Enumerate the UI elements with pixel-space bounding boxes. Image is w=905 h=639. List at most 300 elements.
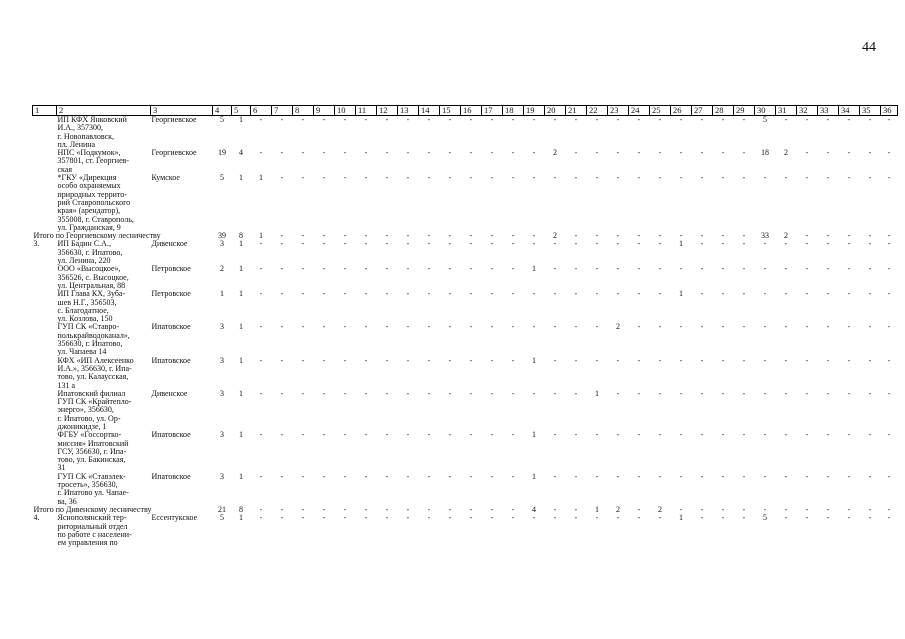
organization-name-line: г. Ипатово ул. Чапае- xyxy=(57,488,129,498)
empty-cell-dash: - xyxy=(616,232,620,241)
empty-cell-dash: - xyxy=(763,174,767,183)
empty-cell-dash: - xyxy=(553,505,557,514)
empty-cell-dash: - xyxy=(721,323,725,332)
district-forestry: Петровское xyxy=(151,290,191,299)
empty-cell-dash: - xyxy=(553,115,557,124)
empty-cell-dash: - xyxy=(805,514,809,523)
empty-cell-dash: - xyxy=(700,514,704,523)
column-header-6: 6 xyxy=(251,106,272,116)
empty-cell-dash: - xyxy=(847,149,851,158)
empty-cell-dash: - xyxy=(658,265,662,274)
empty-cell-dash: - xyxy=(595,472,599,481)
empty-cell-dash: - xyxy=(385,290,389,299)
empty-cell-dash: - xyxy=(490,232,494,241)
empty-cell-dash: - xyxy=(847,514,851,523)
empty-cell-dash: - xyxy=(847,265,851,274)
district-forestry: Георгиевское xyxy=(151,115,197,124)
empty-cell-dash: - xyxy=(427,290,431,299)
empty-cell-dash: - xyxy=(469,472,473,481)
empty-cell-dash: - xyxy=(574,431,578,440)
empty-cell-dash: - xyxy=(700,290,704,299)
value-cell: 19 xyxy=(218,149,226,158)
empty-cell-dash: - xyxy=(805,323,809,332)
empty-cell-dash: - xyxy=(826,265,830,274)
empty-cell-dash: - xyxy=(469,174,473,183)
district-forestry: Георгиевское xyxy=(151,149,197,158)
value-cell: 2 xyxy=(658,505,662,514)
empty-cell-dash: - xyxy=(826,232,830,241)
empty-cell-dash: - xyxy=(868,514,872,523)
organization-name-line: тово, ул. Калаусская, xyxy=(57,372,129,382)
empty-cell-dash: - xyxy=(343,514,347,523)
organization-name-line: природных террито- xyxy=(57,189,127,199)
empty-cell-dash: - xyxy=(721,472,725,481)
empty-cell-dash: - xyxy=(784,240,788,249)
column-header-28: 28 xyxy=(713,106,734,116)
empty-cell-dash: - xyxy=(616,514,620,523)
empty-cell-dash: - xyxy=(364,472,368,481)
value-cell: 3 xyxy=(220,389,224,398)
value-cell: 1 xyxy=(679,514,683,523)
value-cell: 2 xyxy=(616,323,620,332)
empty-cell-dash: - xyxy=(469,265,473,274)
total-label: Итого по Георгиевскому лесничеству xyxy=(33,231,161,241)
organization-name-line: ул. Гражданская, 9 xyxy=(57,222,121,232)
empty-cell-dash: - xyxy=(742,149,746,158)
empty-cell-dash: - xyxy=(490,290,494,299)
organization-name-line: ИП Глава КХ, Зуба- xyxy=(57,289,126,299)
value-cell: 1 xyxy=(239,472,243,481)
empty-cell-dash: - xyxy=(532,149,536,158)
column-header-12: 12 xyxy=(377,106,398,116)
empty-cell-dash: - xyxy=(616,174,620,183)
value-cell: 8 xyxy=(239,232,243,241)
empty-cell-dash: - xyxy=(595,431,599,440)
empty-cell-dash: - xyxy=(826,514,830,523)
empty-cell-dash: - xyxy=(469,505,473,514)
empty-cell-dash: - xyxy=(448,323,452,332)
empty-cell-dash: - xyxy=(868,472,872,481)
empty-cell-dash: - xyxy=(784,472,788,481)
empty-cell-dash: - xyxy=(868,389,872,398)
empty-cell-dash: - xyxy=(427,240,431,249)
value-cell: 2 xyxy=(553,232,557,241)
empty-cell-dash: - xyxy=(259,240,263,249)
empty-cell-dash: - xyxy=(280,265,284,274)
organization-name-line: НПС «Подкумок», xyxy=(57,148,121,158)
empty-cell-dash: - xyxy=(259,389,263,398)
empty-cell-dash: - xyxy=(826,431,830,440)
empty-cell-dash: - xyxy=(469,356,473,365)
organization-name-line: риториальный отдел xyxy=(57,521,128,531)
empty-cell-dash: - xyxy=(805,290,809,299)
empty-cell-dash: - xyxy=(280,472,284,481)
row-number xyxy=(33,431,57,472)
empty-cell-dash: - xyxy=(637,505,641,514)
table-row xyxy=(33,323,898,356)
empty-cell-dash: - xyxy=(658,115,662,124)
column-header-17: 17 xyxy=(482,106,503,116)
empty-cell-dash: - xyxy=(490,240,494,249)
empty-cell-dash: - xyxy=(637,174,641,183)
value-cell: 4 xyxy=(239,149,243,158)
empty-cell-dash: - xyxy=(637,240,641,249)
empty-cell-dash: - xyxy=(343,431,347,440)
empty-cell-dash: - xyxy=(322,290,326,299)
column-header-23: 23 xyxy=(608,106,629,116)
empty-cell-dash: - xyxy=(301,472,305,481)
empty-cell-dash: - xyxy=(847,356,851,365)
empty-cell-dash: - xyxy=(763,356,767,365)
empty-cell-dash: - xyxy=(679,174,683,183)
district-forestry: Петровское xyxy=(151,265,191,274)
empty-cell-dash: - xyxy=(385,240,389,249)
organization-name-line: 356526, с. Высоцкое, xyxy=(57,272,129,282)
empty-cell-dash: - xyxy=(385,265,389,274)
empty-cell-dash: - xyxy=(700,232,704,241)
empty-cell-dash: - xyxy=(637,514,641,523)
empty-cell-dash: - xyxy=(448,115,452,124)
column-header-5: 5 xyxy=(232,106,251,116)
column-header-29: 29 xyxy=(734,106,755,116)
empty-cell-dash: - xyxy=(259,514,263,523)
empty-cell-dash: - xyxy=(679,115,683,124)
empty-cell-dash: - xyxy=(805,431,809,440)
empty-cell-dash: - xyxy=(322,240,326,249)
table-row xyxy=(33,357,898,390)
empty-cell-dash: - xyxy=(301,356,305,365)
empty-cell-dash: - xyxy=(595,149,599,158)
empty-cell-dash: - xyxy=(406,356,410,365)
empty-cell-dash: - xyxy=(868,149,872,158)
empty-cell-dash: - xyxy=(259,431,263,440)
empty-cell-dash: - xyxy=(637,115,641,124)
empty-cell-dash: - xyxy=(553,356,557,365)
empty-cell-dash: - xyxy=(511,505,515,514)
empty-cell-dash: - xyxy=(784,514,788,523)
empty-cell-dash: - xyxy=(700,431,704,440)
organization-name xyxy=(57,116,151,150)
empty-cell-dash: - xyxy=(364,323,368,332)
column-header-4: 4 xyxy=(213,106,232,116)
value-cell: 21 xyxy=(218,505,226,514)
empty-cell-dash: - xyxy=(280,356,284,365)
organization-name-line: тово, ул. Бакинская, xyxy=(57,455,126,465)
empty-cell-dash: - xyxy=(658,514,662,523)
empty-cell-dash: - xyxy=(742,323,746,332)
empty-cell-dash: - xyxy=(700,265,704,274)
value-cell: 2 xyxy=(616,505,620,514)
empty-cell-dash: - xyxy=(448,356,452,365)
empty-cell-dash: - xyxy=(679,323,683,332)
empty-cell-dash: - xyxy=(301,149,305,158)
organization-name-line: И.А.», 356630, г. Ипа- xyxy=(57,363,132,373)
empty-cell-dash: - xyxy=(658,149,662,158)
value-cell: 2 xyxy=(784,149,788,158)
empty-cell-dash: - xyxy=(721,356,725,365)
organization-name xyxy=(57,357,151,390)
organization-name-line: по работе с населени- xyxy=(57,529,132,539)
district-forestry: Ипатовское xyxy=(151,431,191,440)
district-forestry: Дивенское xyxy=(151,389,188,398)
empty-cell-dash: - xyxy=(259,323,263,332)
empty-cell-dash: - xyxy=(301,431,305,440)
empty-cell-dash: - xyxy=(343,356,347,365)
empty-cell-dash: - xyxy=(511,149,515,158)
empty-cell-dash: - xyxy=(259,115,263,124)
organization-name-line: ская xyxy=(57,164,73,174)
empty-cell-dash: - xyxy=(364,115,368,124)
empty-cell-dash: - xyxy=(887,240,891,249)
column-header-16: 16 xyxy=(461,106,482,116)
row-number xyxy=(33,149,57,174)
district-forestry: Ипатовское xyxy=(151,356,191,365)
value-cell: 3 xyxy=(220,431,224,440)
empty-cell-dash: - xyxy=(679,389,683,398)
empty-cell-dash: - xyxy=(490,323,494,332)
empty-cell-dash: - xyxy=(427,356,431,365)
empty-cell-dash: - xyxy=(364,174,368,183)
empty-cell-dash: - xyxy=(784,356,788,365)
empty-cell-dash: - xyxy=(574,356,578,365)
column-header-20: 20 xyxy=(545,106,566,116)
organization-name-line: 31 xyxy=(57,463,66,473)
organization-name-line: энерго», 356630, xyxy=(57,405,114,415)
organization-name-line: джоникидзе, 1 xyxy=(57,421,107,431)
organization-name xyxy=(57,514,151,547)
empty-cell-dash: - xyxy=(490,149,494,158)
empty-cell-dash: - xyxy=(259,265,263,274)
column-header-34: 34 xyxy=(839,106,860,116)
column-header-30: 30 xyxy=(755,106,776,116)
empty-cell-dash: - xyxy=(595,290,599,299)
value-cell: 5 xyxy=(220,514,224,523)
empty-cell-dash: - xyxy=(490,505,494,514)
value-cell: 1 xyxy=(532,472,536,481)
organization-name-line: 355008, г. Ставрополь, xyxy=(57,214,134,224)
empty-cell-dash: - xyxy=(679,431,683,440)
empty-cell-dash: - xyxy=(742,240,746,249)
organization-name-line: ул. Козлова, 150 xyxy=(57,314,113,324)
table-body xyxy=(33,106,898,548)
empty-cell-dash: - xyxy=(469,431,473,440)
empty-cell-dash: - xyxy=(385,389,389,398)
empty-cell-dash: - xyxy=(511,240,515,249)
column-header-31: 31 xyxy=(776,106,797,116)
empty-cell-dash: - xyxy=(616,149,620,158)
value-cell: 1 xyxy=(239,356,243,365)
value-cell: 1 xyxy=(239,514,243,523)
organization-name xyxy=(57,290,151,323)
empty-cell-dash: - xyxy=(574,505,578,514)
empty-cell-dash: - xyxy=(847,240,851,249)
organization-name-line: ГУП СК «Крайтепло- xyxy=(57,397,132,407)
empty-cell-dash: - xyxy=(868,290,872,299)
column-header-2: 2 xyxy=(57,106,151,116)
empty-cell-dash: - xyxy=(511,356,515,365)
empty-cell-dash: - xyxy=(826,505,830,514)
page-number: 44 xyxy=(862,40,876,55)
empty-cell-dash: - xyxy=(679,149,683,158)
empty-cell-dash: - xyxy=(343,389,347,398)
row-number xyxy=(33,265,57,290)
empty-cell-dash: - xyxy=(469,389,473,398)
empty-cell-dash: - xyxy=(887,174,891,183)
column-header-3: 3 xyxy=(151,106,213,116)
empty-cell-dash: - xyxy=(259,472,263,481)
column-header-1: 1 xyxy=(33,106,57,116)
empty-cell-dash: - xyxy=(259,505,263,514)
organization-name-line: особо охраняемых xyxy=(57,181,121,191)
table-row xyxy=(33,149,898,174)
empty-cell-dash: - xyxy=(406,389,410,398)
district-forestry: Дивенское xyxy=(151,240,188,249)
empty-cell-dash: - xyxy=(322,431,326,440)
empty-cell-dash: - xyxy=(511,389,515,398)
empty-cell-dash: - xyxy=(805,240,809,249)
empty-cell-dash: - xyxy=(805,505,809,514)
organization-name-line: КФХ «ИП Алексеенко xyxy=(57,355,134,365)
empty-cell-dash: - xyxy=(511,290,515,299)
empty-cell-dash: - xyxy=(887,265,891,274)
empty-cell-dash: - xyxy=(826,174,830,183)
empty-cell-dash: - xyxy=(448,240,452,249)
empty-cell-dash: - xyxy=(574,389,578,398)
empty-cell-dash: - xyxy=(763,472,767,481)
empty-cell-dash: - xyxy=(532,240,536,249)
empty-cell-dash: - xyxy=(427,232,431,241)
empty-cell-dash: - xyxy=(784,323,788,332)
row-number xyxy=(33,357,57,390)
empty-cell-dash: - xyxy=(469,149,473,158)
empty-cell-dash: - xyxy=(868,265,872,274)
empty-cell-dash: - xyxy=(616,356,620,365)
empty-cell-dash: - xyxy=(511,232,515,241)
empty-cell-dash: - xyxy=(721,265,725,274)
row-number xyxy=(33,290,57,323)
empty-cell-dash: - xyxy=(742,389,746,398)
organization-name-line: 357801, ст. Георгиев- xyxy=(57,156,130,166)
empty-cell-dash: - xyxy=(847,115,851,124)
empty-cell-dash: - xyxy=(280,290,284,299)
empty-cell-dash: - xyxy=(679,265,683,274)
empty-cell-dash: - xyxy=(721,174,725,183)
empty-cell-dash: - xyxy=(658,240,662,249)
empty-cell-dash: - xyxy=(805,472,809,481)
empty-cell-dash: - xyxy=(322,115,326,124)
empty-cell-dash: - xyxy=(805,174,809,183)
empty-cell-dash: - xyxy=(784,265,788,274)
empty-cell-dash: - xyxy=(280,514,284,523)
empty-cell-dash: - xyxy=(658,174,662,183)
value-cell: 1 xyxy=(239,323,243,332)
empty-cell-dash: - xyxy=(868,174,872,183)
empty-cell-dash: - xyxy=(427,115,431,124)
empty-cell-dash: - xyxy=(805,115,809,124)
empty-cell-dash: - xyxy=(847,290,851,299)
empty-cell-dash: - xyxy=(616,240,620,249)
empty-cell-dash: - xyxy=(742,431,746,440)
organization-name-line: ГУП СК «Ставро- xyxy=(57,322,120,332)
empty-cell-dash: - xyxy=(280,431,284,440)
empty-cell-dash: - xyxy=(301,240,305,249)
organization-name-line: края» (арендатор), xyxy=(57,206,121,216)
row-number xyxy=(33,323,57,356)
empty-cell-dash: - xyxy=(847,232,851,241)
row-number: 3. xyxy=(33,240,40,249)
empty-cell-dash: - xyxy=(700,240,704,249)
empty-cell-dash: - xyxy=(700,389,704,398)
empty-cell-dash: - xyxy=(616,115,620,124)
empty-cell-dash: - xyxy=(679,472,683,481)
forest-use-table xyxy=(32,105,898,547)
organization-name-line: г. Новопавловск, xyxy=(57,131,115,141)
organization-name-line: 356630, г. Ипатово, xyxy=(57,339,123,349)
empty-cell-dash: - xyxy=(784,389,788,398)
empty-cell-dash: - xyxy=(637,149,641,158)
empty-cell-dash: - xyxy=(469,290,473,299)
organization-name xyxy=(57,174,151,232)
empty-cell-dash: - xyxy=(280,505,284,514)
empty-cell-dash: - xyxy=(826,323,830,332)
organization-name xyxy=(57,265,151,290)
empty-cell-dash: - xyxy=(847,389,851,398)
empty-cell-dash: - xyxy=(448,472,452,481)
empty-cell-dash: - xyxy=(887,514,891,523)
empty-cell-dash: - xyxy=(427,505,431,514)
empty-cell-dash: - xyxy=(553,472,557,481)
empty-cell-dash: - xyxy=(887,232,891,241)
empty-cell-dash: - xyxy=(887,472,891,481)
empty-cell-dash: - xyxy=(511,174,515,183)
empty-cell-dash: - xyxy=(301,323,305,332)
organization-name-line: ул. Ленина, 220 xyxy=(57,256,111,266)
column-header-26: 26 xyxy=(671,106,692,116)
empty-cell-dash: - xyxy=(427,323,431,332)
empty-cell-dash: - xyxy=(385,323,389,332)
value-cell: 2 xyxy=(220,265,224,274)
empty-cell-dash: - xyxy=(301,505,305,514)
empty-cell-dash: - xyxy=(469,514,473,523)
column-header-36: 36 xyxy=(881,106,898,116)
empty-cell-dash: - xyxy=(763,240,767,249)
empty-cell-dash: - xyxy=(616,472,620,481)
empty-cell-dash: - xyxy=(490,431,494,440)
organization-name-line: ГУП СК «Ставэлек- xyxy=(57,471,126,481)
empty-cell-dash: - xyxy=(595,356,599,365)
empty-cell-dash: - xyxy=(700,472,704,481)
empty-cell-dash: - xyxy=(469,240,473,249)
district-forestry: Кумское xyxy=(151,174,180,183)
empty-cell-dash: - xyxy=(364,505,368,514)
total-row xyxy=(33,232,898,240)
empty-cell-dash: - xyxy=(532,115,536,124)
empty-cell-dash: - xyxy=(301,290,305,299)
empty-cell-dash: - xyxy=(406,472,410,481)
empty-cell-dash: - xyxy=(259,149,263,158)
value-cell: 39 xyxy=(218,232,226,241)
empty-cell-dash: - xyxy=(511,514,515,523)
empty-cell-dash: - xyxy=(469,232,473,241)
organization-name-line: ва, 36 xyxy=(57,496,77,506)
empty-cell-dash: - xyxy=(784,431,788,440)
empty-cell-dash: - xyxy=(322,323,326,332)
empty-cell-dash: - xyxy=(742,505,746,514)
empty-cell-dash: - xyxy=(721,290,725,299)
empty-cell-dash: - xyxy=(259,290,263,299)
table-row xyxy=(33,431,898,472)
empty-cell-dash: - xyxy=(490,115,494,124)
